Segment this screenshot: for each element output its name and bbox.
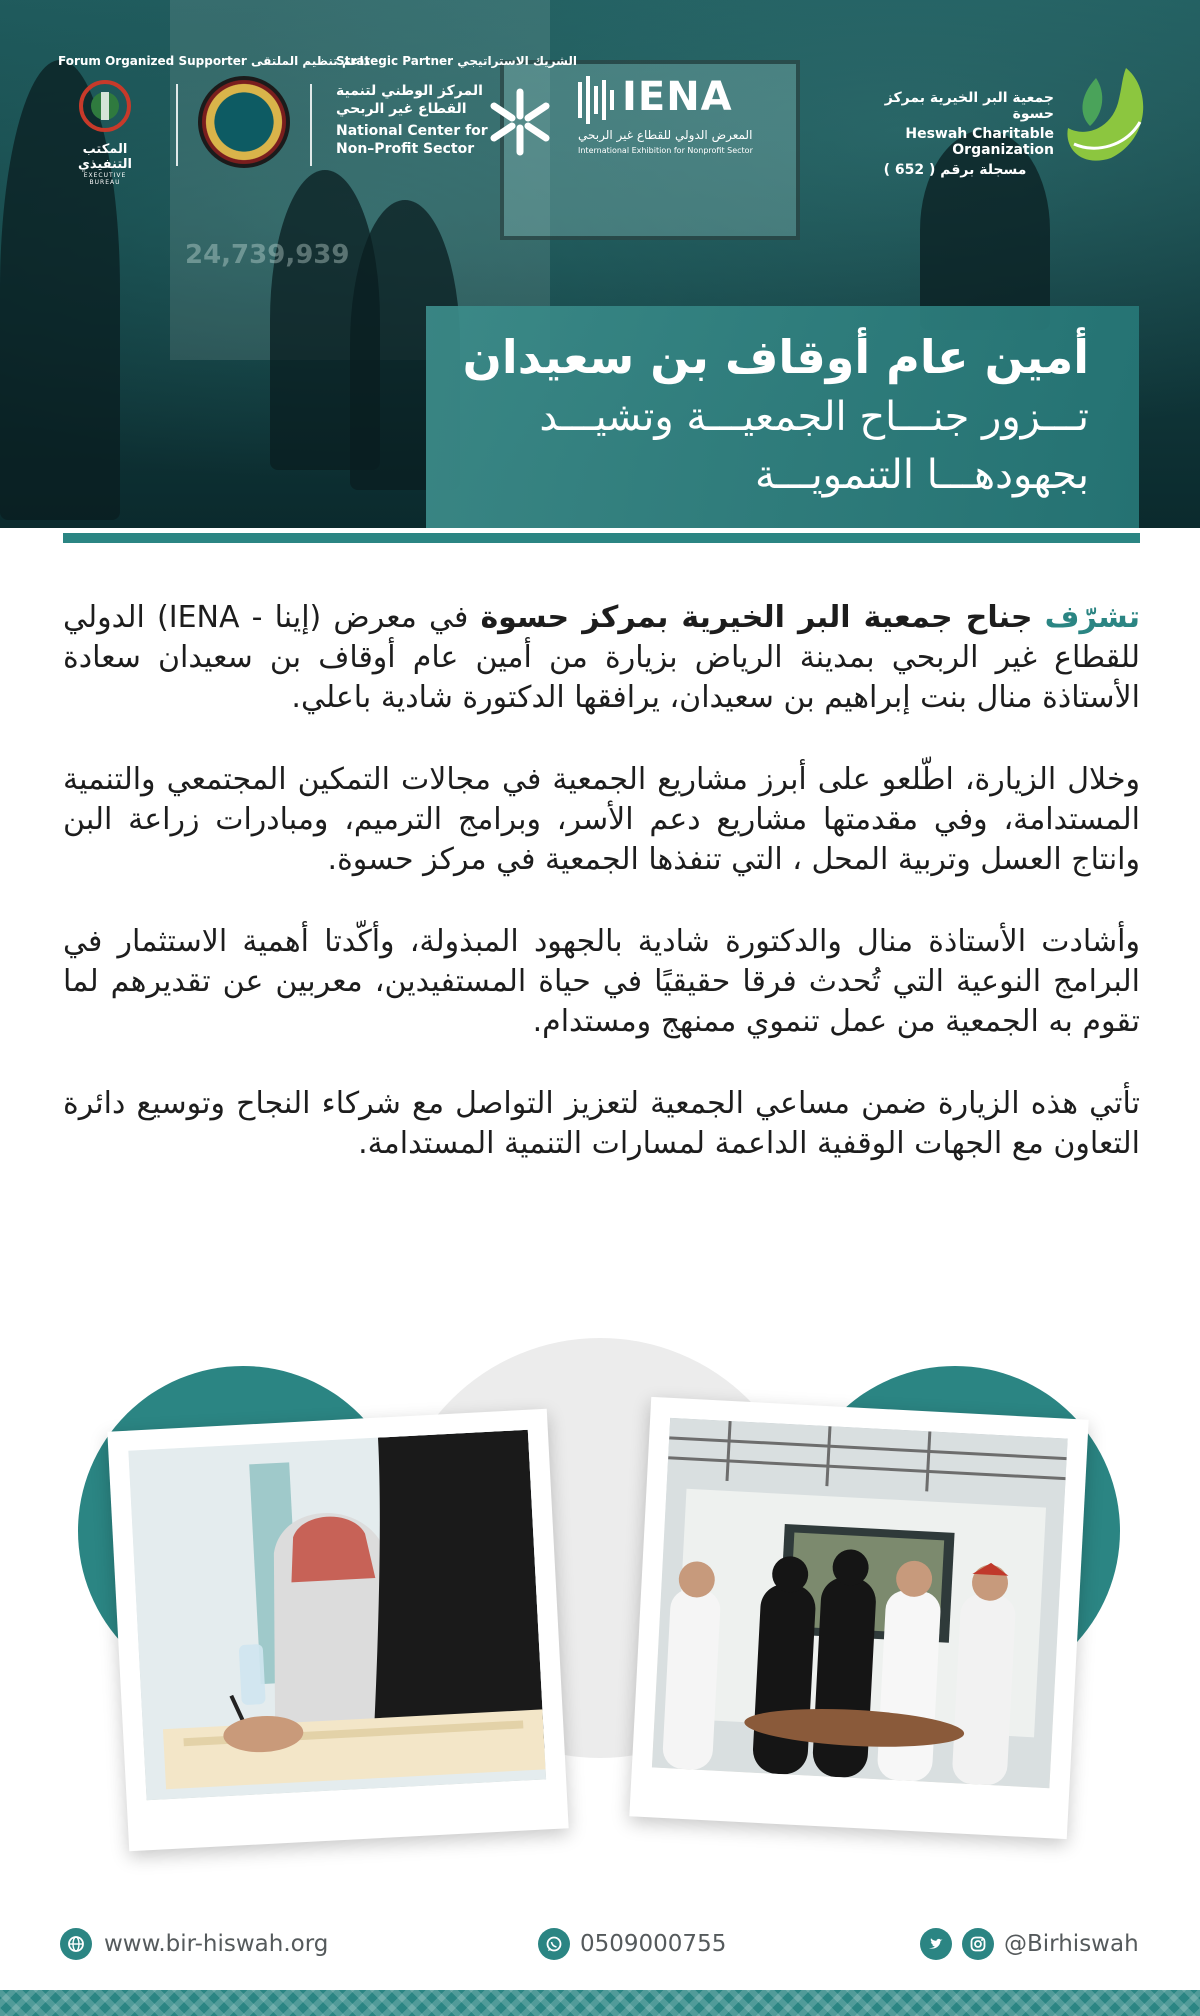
group-visit-photo [652, 1418, 1068, 1788]
lead-word: تشرّف [1044, 600, 1140, 635]
photo-gallery [0, 1330, 1200, 1890]
header-banner [0, 0, 1200, 528]
national-center-ar-1: المركز الوطني لتنمية [336, 83, 483, 99]
paragraph-4: تأتي هذه الزيارة ضمن مساعي الجمعية لتعزيز التواصل مع شركاء النجاح وتوسيع دائرة التعاون مع الجهات الوقفية الداعمة لمسارات التنمية المستدامة. [63, 1086, 1140, 1161]
heswah-name-ar: جمعية البر الخيرية بمركز حسوة [884, 90, 1054, 122]
iena-ar: المعرض الدولي للقطاع غير الربحي [578, 128, 753, 142]
logo-divider [176, 84, 178, 166]
headline-subtitle-1: تـــزور جنـــاح الجمعيـــة وتشيـــد [539, 394, 1089, 440]
paragraph-3: وأشادت الأستاذة منال والدكتورة شادية بالجهود المبذولة، وأكّدتا أهمية الاستثمار في البرامج النوعية التي تُحدث فرقا حقيقيًا في حياة المستفيدين، معربين عن تقديرهم لما تقوم به الجمعية من عمل تنموي ممنهج ومستدام. [63, 924, 1140, 1039]
gcc-seal-logo [198, 76, 290, 168]
photo-frame-signing [107, 1409, 568, 1851]
organization-name: جناح جمعية البر الخيرية بمركز حسوة [480, 600, 1033, 635]
headline-box [426, 306, 1139, 528]
phone-text: 0509000755 [580, 1931, 727, 1957]
heswah-leaf-icon [1056, 58, 1156, 168]
phone-link[interactable] [538, 1920, 726, 1968]
group-scene-illustration [652, 1418, 1068, 1788]
signing-guestbook-photo [128, 1430, 546, 1800]
article-body [63, 598, 1140, 1206]
headline-subtitle-2: بجهودهـــا التنمويـــة [755, 452, 1089, 498]
national-center-en-1: National Center for [336, 123, 488, 139]
heswah-name-en: Heswah Charitable Organization [905, 126, 1054, 158]
executive-bureau-emblem-icon [70, 78, 140, 138]
social-handle-text: @Birhiswah [1004, 1931, 1139, 1957]
executive-bureau-ar: المكتب التنفيذي [77, 142, 133, 172]
national-center-star-icon [484, 86, 556, 158]
executive-bureau-en: EXECUTIVE BUREAU [83, 172, 127, 186]
twitter-icon[interactable] [920, 1928, 952, 1960]
iena-bars-icon [578, 76, 618, 124]
website-text: www.bir-hiswah.org [104, 1931, 329, 1957]
website-link[interactable] [60, 1920, 328, 1968]
national-center-logo [336, 82, 566, 178]
paragraph-1 [63, 598, 1140, 718]
paragraph-2: وخلال الزيارة، اطّلعو على أبرز مشاريع الجمعية في مجالات التمكين المجتمعي والتنمية المستدامة، وفي مقدمتها مشاريع دعم الأسر، وبرامج الترميم، ومبادرات زراعة البن وانتاج العسل وتربية المحل ، التي تنفذها الجمعية في مركز حسوة. [63, 762, 1140, 877]
social-links[interactable] [920, 1920, 1139, 1968]
heswah-logo [856, 58, 1156, 178]
signing-scene-illustration [128, 1430, 546, 1800]
heswah-text [856, 90, 1054, 178]
headline-title: أمين عام أوقاف بن سعيدان [462, 330, 1089, 384]
logo-divider [310, 84, 312, 166]
iena-word: IENA [622, 74, 733, 120]
whatsapp-icon [538, 1928, 570, 1960]
decorative-bottom-strip [0, 1990, 1200, 2016]
partner-logos [58, 50, 577, 186]
forum-supporter-label: Forum Organized Supporter داعم تنظيم الملتقى [58, 54, 370, 68]
background-number: 24,739,939 [185, 240, 350, 270]
strategic-partner-label: Strategic Partner الشريك الاستراتيجي [336, 54, 577, 68]
national-center-ar-2: القطاع غير الربحي [336, 101, 467, 117]
photo-frame-group [629, 1397, 1088, 1839]
globe-icon [60, 1928, 92, 1960]
heswah-registration: مسجلة برقم ( 652 ) [883, 162, 1027, 178]
iena-en: International Exhibition for Nonprofit Sector [578, 146, 753, 155]
footer [0, 1920, 1200, 1968]
section-divider [63, 533, 1140, 543]
executive-bureau-logo [70, 78, 140, 186]
instagram-icon[interactable] [962, 1928, 994, 1960]
iena-logo [578, 72, 753, 172]
national-center-en-2: Non–Profit Sector [336, 141, 475, 157]
paragraph-1-text: في معرض (إينا - IENA) الدولي للقطاع غير الربحي بمدينة الرياض بزيارة من أمين عام أوقاف بن سعيدان سعادة الأستاذة منال بنت إبراهيم بن سعيدان، يرافقها الدكتورة شادية باعلي. [63, 600, 1140, 715]
